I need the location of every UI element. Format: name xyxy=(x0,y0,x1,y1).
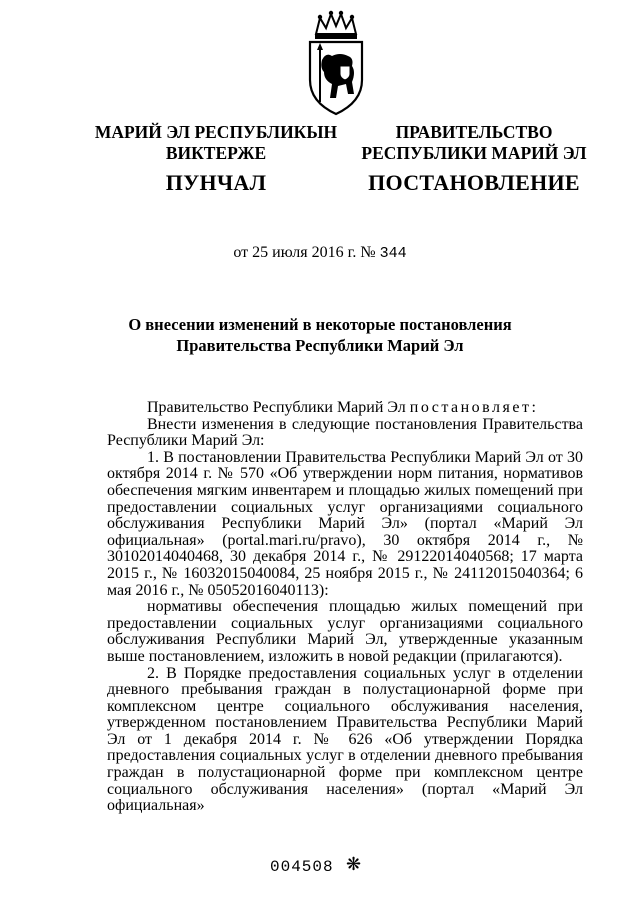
paragraph-3: нормативы обеспечения площадью жилых помещений при предоставлении социальных услуг организациями социального обслуживания Республики Марий Эл, утвержденные указанным выше постановлением, изложить в новой редакции (прилагаются). xyxy=(107,598,583,665)
title-line2: Правительства Республики Марий Эл xyxy=(176,336,464,355)
header-left-line2: ВИКТЕРЖЕ xyxy=(165,143,267,163)
coat-of-arms-icon xyxy=(296,10,376,118)
paragraph-1: Внести изменения в следующие постановления Правительства Республики Марий Эл: xyxy=(107,415,583,450)
header-left-line1: МАРИЙ ЭЛ РЕСПУБЛИКЫН xyxy=(94,122,338,142)
title-line1: О внесении изменений в некоторые постановления xyxy=(128,315,512,334)
intro-verb: постановляет: xyxy=(409,399,539,416)
date-prefix: от 25 июля 2016 г. № xyxy=(233,244,376,261)
header-right-doc-type: ПОСТАНОВЛЕНИЕ xyxy=(368,170,580,195)
serial-number: 004508 xyxy=(270,858,334,876)
paragraph-4: 2. В Порядке предоставления социальных услуг в отделении дневного пребывания граждан в полустационарной форме при комплексном центре социального обслуживания населения, утвержденном постановлением Правительства Республики Марий Эл от 1 декабря 2014 г. № 626 «Об утверждении Порядка предоставления социальных услуг в отделении дневного пребывания граждан в полустационарной форме при комплексном центре социального обслуживания населения» (портал «Марий Эл официальная» xyxy=(107,664,583,815)
document-number: 344 xyxy=(379,245,407,262)
intro-paragraph xyxy=(107,400,583,417)
header-right-block xyxy=(344,122,604,193)
document-title xyxy=(0,314,640,356)
document-body xyxy=(107,400,583,815)
document-date xyxy=(0,244,640,262)
header-left-doc-type: ПУНЧАЛ xyxy=(165,170,267,195)
intro-subject: Правительство Республики Марий Эл xyxy=(147,399,406,416)
header-left-block xyxy=(86,122,346,193)
header-right-line1: ПРАВИТЕЛЬСТВО xyxy=(395,122,553,142)
paragraph-2: 1. В постановлении Правительства Республики Марий Эл от 30 октября 2014 г. № 570 «Об утверждении норм питания, нормативов обеспечения мягким инвентарем и площадью жилых помещений при предоставлении социальных услуг организациями социального обслуживания Республики Марий Эл» (портал «Марий Эл официальная» (portal.mari.ru/pravo), 30 октября 2014 г., № 30102014040468, 30 декабря 2014 г., № 29122014040568; 17 марта 2015 г., № 16032015040084, 25 ноября 2015 г., № 24112015040364; 6 мая 2016 г., № 05052016040113): xyxy=(107,448,583,599)
header-right-line2: РЕСПУБЛИКИ МАРИЙ ЭЛ xyxy=(361,143,587,163)
footer-mark: ❋ xyxy=(346,854,362,874)
